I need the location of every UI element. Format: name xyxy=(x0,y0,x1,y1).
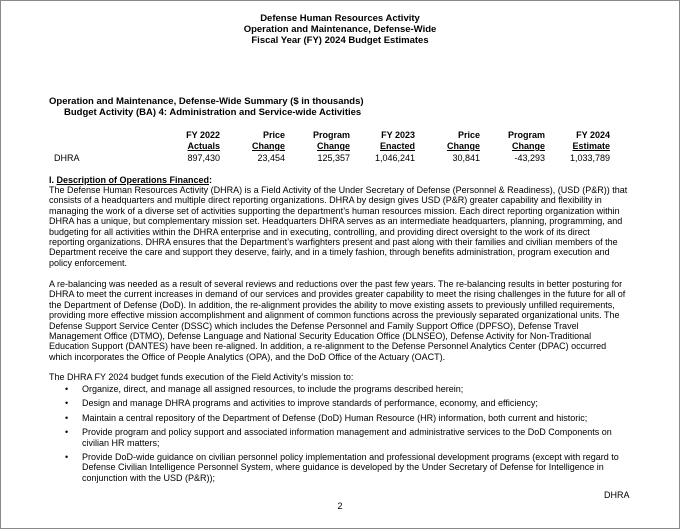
list-item-text: Maintain a central repository of the Department of Defense (DoD) Human Resource (HR) information, both current and historic; xyxy=(82,412,588,423)
summary-subtitle: Budget Activity (BA) 4: Administration and Service-wide Activities xyxy=(64,107,362,118)
summary-title: Operation and Maintenance, Defense-Wide Summary ($ in thousands) xyxy=(49,96,364,107)
cell-fy2022-actuals: 897,430 xyxy=(187,153,220,163)
col-header-price: Price xyxy=(457,130,480,140)
page-number: 2 xyxy=(337,501,343,511)
paragraph-line: managing the work of a diverse set of activities supporting the department’s human resources mission. Each direct reporting organization within xyxy=(49,205,620,216)
cell-price-change: 23,454 xyxy=(257,153,285,163)
bullet-icon: • xyxy=(65,398,69,409)
col-header-program: Program xyxy=(312,130,350,140)
section-number: I. xyxy=(49,175,57,185)
list-item-text: Defense Civilian Intelligence Personnel System, where guidance is developed by the Under Secretary of Defense for Intelligence in xyxy=(82,462,604,473)
paragraph-line: DHRA to meet the current increases in demand of our services and provides greater capability to meet the rising challenges in the future for all of xyxy=(49,289,626,300)
list-item-text: Provide DoD-wide guidance on civilian personnel policy implementation and professional development programs (except with regard to xyxy=(82,452,619,463)
col-header-fy2023: FY 2023 xyxy=(381,130,415,140)
col-header-fy2022: FY 2022 xyxy=(186,130,220,140)
col-subheader-change: Change xyxy=(251,141,285,151)
col-subheader-change: Change xyxy=(446,141,480,151)
mission-bullet-list xyxy=(49,384,649,487)
paragraph-line: The DHRA FY 2024 budget funds execution of the Field Activity’s mission to: xyxy=(49,372,354,382)
list-item xyxy=(49,413,649,423)
list-item xyxy=(49,384,649,394)
description-paragraph-1 xyxy=(49,185,637,268)
paragraph-line: Defense Support Service Center (DSSC) which includes the Defense Personnel and Family Support Office (DPFSO), Defense Travel xyxy=(49,320,579,331)
mission-intro xyxy=(49,372,637,382)
list-item-text: civilian HR matters; xyxy=(82,437,160,448)
list-item xyxy=(49,398,649,408)
col-subheader-change: Change xyxy=(316,141,350,151)
col-subheader-enacted: Enacted xyxy=(379,141,415,151)
section-colon: : xyxy=(209,175,213,185)
paragraph-line: which incorporates the Office of People Analytics (OPA), and the DoD Office of the Actuary (OACT). xyxy=(49,351,446,362)
col-subheader-actuals: Actuals xyxy=(187,141,220,151)
paragraph-line: budgeting for all activities within the DHRA enterprise and in executing, controlling, and providing direct oversight to the work of its direct xyxy=(49,226,590,237)
paragraph-line: The Defense Human Resources Activity (DHRA) is a Field Activity of the Under Secretary of Defense (Personnel & Readiness), (USD (P&R)) that xyxy=(49,185,628,195)
col-subheader-estimate: Estimate xyxy=(572,141,610,151)
paragraph-line: consists of a headquarters and multiple direct reporting organizations. DHRA by design gives USD (P&R) greater capability and flexibility in xyxy=(49,195,602,206)
list-item-text: conjunction with the USD (P&R)); xyxy=(82,472,216,483)
section-title: Description of Operations Financed xyxy=(56,175,210,185)
col-header-price: Price xyxy=(262,130,285,140)
paragraph-line: the Department of Defense (DoD). In addition, the re-alignment provides the ability to move existing assets to previously unfilled requirements, xyxy=(49,299,615,310)
list-item-text: Organize, direct, and manage all assigned resources, to include the programs described herein; xyxy=(82,384,464,394)
paragraph-line: A re-balancing was needed as a result of several reviews and reductions over the past few years. The re-balancing results in better posturing for xyxy=(49,279,623,289)
bullet-icon: • xyxy=(65,452,69,463)
doc-title-fiscal-year: Fiscal Year (FY) 2024 Budget Estimates xyxy=(251,35,429,46)
col-header-fy2024: FY 2024 xyxy=(576,130,610,140)
list-item-text: Design and manage DHRA programs and activities to improve standards of performance, economy, and efficiency; xyxy=(82,398,538,409)
paragraph-line: Management Office (DTMO), Defense Language and National Security Education Office (DLNSEO), Defense Activity for Non-Traditional xyxy=(49,331,592,342)
col-header-program: Program xyxy=(507,130,545,140)
list-item xyxy=(49,427,649,448)
footer-org: DHRA xyxy=(604,490,630,500)
paragraph-line: DHRA has a unique, but complementary mission set. Headquarters DHRA serves as an intermediate headquarters, planning, programming, and xyxy=(49,216,623,227)
cell-price-change: 30,841 xyxy=(452,153,480,163)
row-label-dhra: DHRA xyxy=(54,153,80,163)
col-subheader-change: Change xyxy=(511,141,545,151)
paragraph-line: Education Support (DANTES) have been re-aligned. In addition, a re-alignment to the Defense Personnel Analytics Center (DPAC) occurred xyxy=(49,341,607,352)
cell-fy2023-enacted: 1,046,241 xyxy=(374,153,415,163)
bullet-icon: • xyxy=(65,412,69,423)
description-paragraph-2 xyxy=(49,279,637,362)
list-item-text: Provide program and policy support and associated information management and administrative services to the DoD Components on xyxy=(82,427,612,438)
doc-title-appropriation: Operation and Maintenance, Defense-Wide xyxy=(243,24,437,35)
paragraph-line: policy enforcement. xyxy=(49,257,128,268)
bullet-icon: • xyxy=(65,384,69,394)
doc-title-org: Defense Human Resources Activity xyxy=(260,13,420,24)
paragraph-line: providing more effective mission accomplishment and alignment of common functions across the previously separated organizational units. The xyxy=(49,310,620,321)
cell-program-change: -43,293 xyxy=(514,153,545,163)
cell-program-change: 125,357 xyxy=(317,153,350,163)
bullet-icon: • xyxy=(65,427,69,438)
paragraph-line: reporting organizations. DHRA ensures that the Department’s warfighters present and past along with their families and civilian members of the xyxy=(49,237,618,248)
list-item xyxy=(49,452,649,483)
cell-fy2024-estimate: 1,033,789 xyxy=(569,153,610,163)
paragraph-line: Department receive the care and support they deserve, fairly, and in a timely fashion, through benefits administration, program execution and xyxy=(49,247,610,258)
